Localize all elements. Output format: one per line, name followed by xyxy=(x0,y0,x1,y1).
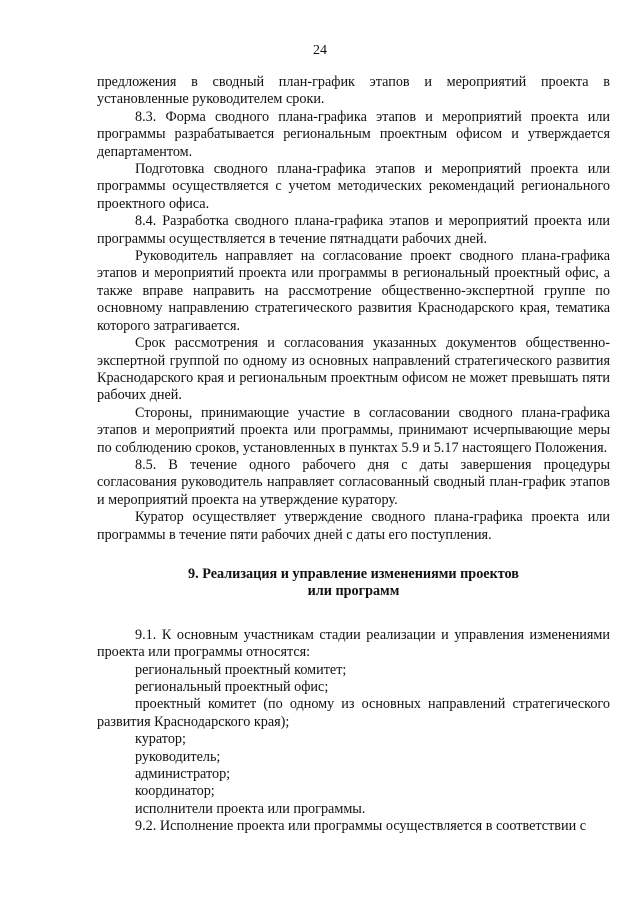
list-item: исполнители проекта или программы. xyxy=(135,800,366,817)
list-item: администратор; xyxy=(135,766,231,783)
paragraph-approval-submission: Руководитель направляет на согласование проект сводного плана-графика этапов и мероприятий проекта или программы в региональный проектный офис, а также вправе направить на рассмотрение общественно-экспертной группе по основному направлению стратегического развития Краснодарского края, тематика которого затрагивается. xyxy=(97,248,610,334)
section-title-line-1: 9. Реализация и управление изменениями проектов xyxy=(188,565,519,582)
paragraph-8-5: 8.5. В течение одного рабочего дня с даты завершения процедуры согласования руководитель направляет согласованный сводный план-график этапов и мероприятий проекта на утверждение куратору. xyxy=(97,456,610,508)
list-item: куратор; xyxy=(135,731,186,748)
section-title xyxy=(97,566,610,601)
section-title-line-2: или программ xyxy=(307,583,400,600)
page-number: 24 xyxy=(313,43,327,58)
paragraph-parties: Стороны, принимающие участие в согласовании сводного плана-графика этапов и мероприятий проекта или программы, принимают исчерпывающие меры по соблюдению сроков, установленных в пунктах 5.9 и 5.17 настоящего Положения. xyxy=(97,404,610,456)
list-item: руководитель; xyxy=(135,748,221,765)
list-item: региональный проектный офис; xyxy=(135,679,329,695)
paragraph-continuation: предложения в сводный план-график этапов и мероприятий проекта в установленные руководителем сроки. xyxy=(97,74,610,108)
paragraph-preparation: Подготовка сводного плана-графика этапов и мероприятий проекта или программы осуществляется с учетом методических рекомендаций регионального проектного офиса. xyxy=(97,161,610,212)
paragraph-8-4: 8.4. Разработка сводного плана-графика этапов и мероприятий проекта или программы осуществляется в течение пятнадцати рабочих дней. xyxy=(97,213,610,247)
paragraph-8-3: 8.3. Форма сводного плана-графика этапов и мероприятий проекта или программы разрабатывается региональным проектным офисом и утверждается департаментом. xyxy=(97,108,610,160)
document-body xyxy=(97,74,610,836)
paragraph-9-2: 9.2. Исполнение проекта или программы осуществляется в соответствии с xyxy=(135,818,587,835)
paragraph-9-1: 9.1. К основным участникам стадии реализации и управления изменениями проекта или программы относятся: xyxy=(97,626,610,661)
paragraph-curator-approval: Куратор осуществляет утверждение сводного плана-графика проекта или программы в течение пяти рабочих дней с даты его поступления. xyxy=(97,509,610,543)
list-item: проектный комитет (по одному из основных направлений стратегического развития Краснодарского края); xyxy=(97,696,610,730)
list-item: региональный проектный комитет; xyxy=(135,661,347,678)
list-item: координатор; xyxy=(135,783,215,800)
paragraph-review-term: Срок рассмотрения и согласования указанных документов общественно-экспертной группой по одному из основных направлений стратегического развития Краснодарского края и региональным проектным офисом не может превышать пяти рабочих дней. xyxy=(97,335,610,404)
